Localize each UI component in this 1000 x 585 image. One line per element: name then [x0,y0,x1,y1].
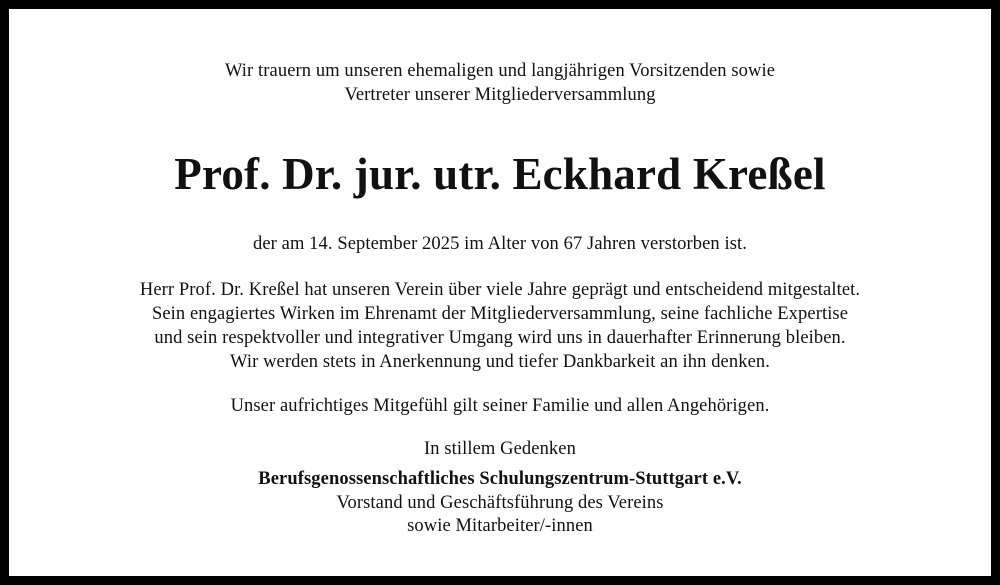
intro-line-2: Vertreter unserer Mitgliederversammlung [344,85,656,105]
tribute-line-4: Wir werden stets in Anerkennung und tiefer Dankbarkeit an ihn denken. [230,352,770,372]
deceased-name: Prof. Dr. jur. utr. Eckhard Kreßel [174,149,826,199]
condolence-text: Unser aufrichtiges Mitgefühl gilt seiner Familie und allen Angehörigen. [230,396,770,416]
closing-text: In stillem Gedenken [424,439,576,459]
intro-line-1: Wir trauern um unseren ehemaligen und langjährigen Vorsitzenden sowie [224,61,776,81]
death-notice: der am 14. September 2025 im Alter von 67 Jahren verstorben ist. [253,234,747,254]
signature-organization: Berufsgenossenschaftliches Schulungszentrum-Stuttgart e.V. [258,469,742,489]
tribute-line-2: Sein engagiertes Wirken im Ehrenamt der Mitgliederversammlung, seine fachliche Expertise [151,304,849,324]
tribute-line-3: und sein respektvoller und integrativer Umgang wird uns in dauerhafter Erinnerung bleiben. [154,328,846,348]
obituary-content [18,18,982,567]
signature-line-2: sowie Mitarbeiter/-innen [407,516,593,536]
tribute-line-1: Herr Prof. Dr. Kreßel hat unseren Verein über viele Jahre geprägt und entscheidend mitgestaltet. [139,280,861,300]
signature-line-1: Vorstand und Geschäftsführung des Vereins [336,493,664,513]
